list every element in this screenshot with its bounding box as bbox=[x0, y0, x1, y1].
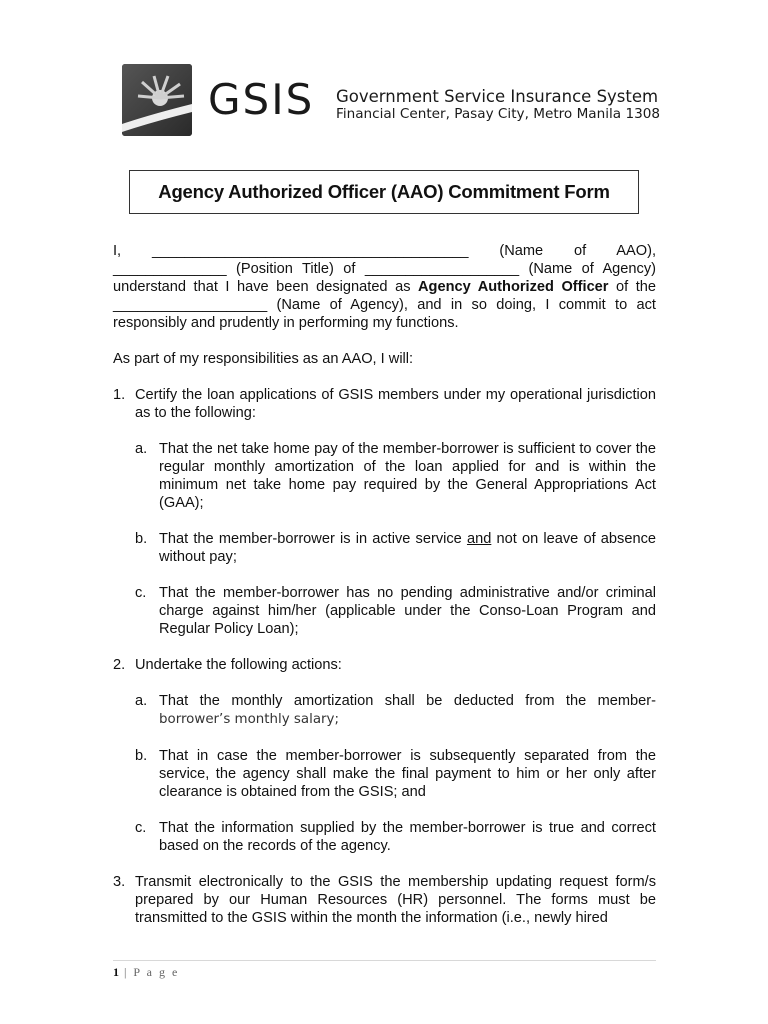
page-footer: 1 | P a g e bbox=[113, 960, 656, 981]
page-label: P a g e bbox=[133, 965, 180, 979]
intro-line-3: understand that I have been designated as Agency Authorized Officer of the bbox=[113, 279, 656, 295]
sub-item: c. That the information supplied by the member-borrower is true and correct based on the records of the agency. bbox=[135, 820, 656, 854]
sub-item: b. That in case the member-borrower is subsequently separated from the service, the agency shall make the final payment to him or her only after clearance is obtained from the GSIS; and bbox=[135, 748, 656, 800]
letterhead bbox=[122, 64, 661, 140]
underlined-and: and bbox=[466, 531, 492, 547]
list-item: 1. Certify the loan applications of GSIS members under my operational jurisdiction as to the following: bbox=[113, 387, 656, 421]
list-item: 2. Undertake the following actions: bbox=[113, 657, 342, 673]
sub-item: b. That the member-borrower is in active service and not on leave of absence without pay; bbox=[135, 531, 656, 565]
list-item: 3. Transmit electronically to the GSIS the membership updating request form/s prepared by our Human Resources (HR) personnel. The forms must be transmitted to the GSIS within the month the information (i.e., newly hired bbox=[113, 874, 656, 926]
form-title-box bbox=[129, 170, 639, 214]
sub-item: c. That the member-borrower has no pending administrative and/or criminal charge against him/her (applicable under the Conso-Loan Program and Regular Policy Loan); bbox=[135, 585, 656, 637]
lead-sentence: As part of my responsibilities as an AAO, I will: bbox=[113, 351, 414, 367]
designation-bold: Agency Authorized Officer bbox=[418, 279, 609, 295]
aao-name-blank: _______________________________________ bbox=[151, 243, 469, 259]
gsis-logo-icon bbox=[122, 64, 192, 136]
page-number: 1 bbox=[113, 965, 119, 979]
organization-name: Government Service Insurance System bbox=[336, 87, 659, 106]
intro-line-1: I, _______________________________________ (Name of AAO), bbox=[113, 243, 656, 259]
intro-line-5: responsibly and prudently in performing my functions. bbox=[113, 315, 459, 331]
organization-address: Financial Center, Pasay City, Metro Manila 1308 bbox=[336, 106, 661, 122]
form-body bbox=[113, 242, 656, 927]
sub-item: a. That the monthly amortization shall be deducted from the member- borrower’s monthly salary; bbox=[135, 693, 656, 727]
brand-wordmark: GSIS bbox=[208, 75, 315, 124]
sub-item: a. That the net take home pay of the member-borrower is sufficient to cover the regular monthly amortization of the loan applied for and is within the minimum net take home pay required by the General Appropriations Act (GAA); bbox=[135, 441, 656, 511]
intro-line-2: ______________ (Position Title) of ___________________ (Name of Agency) bbox=[113, 261, 656, 277]
form-title: Agency Authorized Officer (AAO) Commitment Form bbox=[158, 181, 610, 202]
intro-line-4: ___________________ (Name of Agency), and in so doing, I commit to act bbox=[113, 297, 656, 313]
intro-paragraph bbox=[113, 242, 656, 332]
